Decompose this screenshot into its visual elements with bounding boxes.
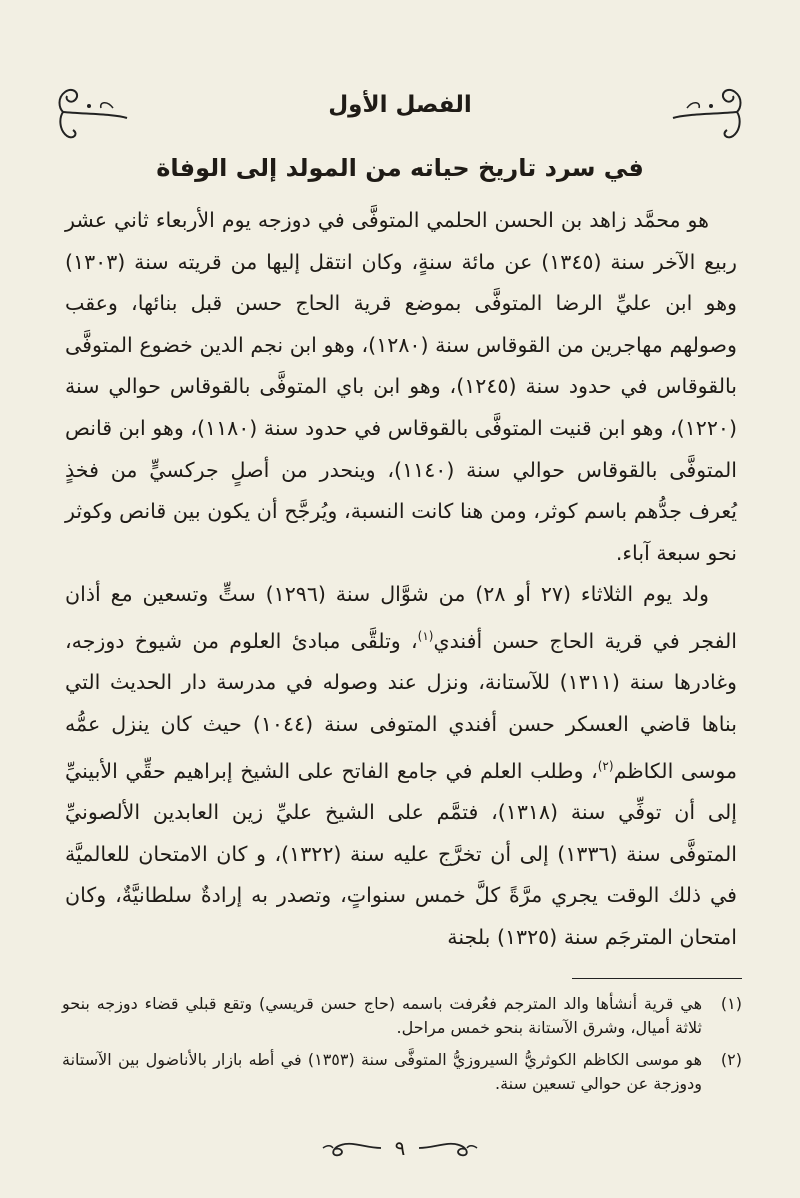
footnote-divider: [572, 978, 742, 979]
paragraph-text: ، وطلب العلم في جامع الفاتح على الشيخ إبراهيم حقِّي الأبينيِّ إلى أن توفِّي سنة (١٣١٨)، فتمَّم على الشيخ عليِّ زين العابدين الألصونيِّ المتوفَّى سنة (١٣٣٦) إلى أن تخرَّج عليه سنة (١٣٢٢)، و كان الامتحان للعالميَّة في ذلك الوقت يجري مرَّةً كلَّ خمس سنواتٍ، وتصدر به إرادةٌ سلطانيَّةٌ، وكان امتحان المترجَم سنة (١٣٢٥) بلجنة: [65, 758, 738, 949]
main-text: [65, 200, 737, 958]
footnote-text: هي قرية أنشأها والد المترجم فعُرفت باسمه (حاج حسن قريسي) وتقع قبلي قضاء دوزجه بنحو ثلاثة أميال، وشرق الآستانة بنحو خمس مراحل.: [62, 994, 702, 1037]
paragraph: [65, 574, 737, 958]
footnote: [62, 992, 742, 1040]
footnote-reference[interactable]: (١): [417, 628, 434, 643]
footnote-number: (١): [720, 994, 742, 1013]
swirl-ornament-icon: [319, 1137, 383, 1159]
paragraph-text: ، وتلقَّى مبادئ العلوم من شيوخ دوزجه، وغادرها سنة (١٣١١) للآستانة، ونزل عند وصوله في مدرسة دار الحديث التي بناها قاضي العسكر حسن أفندي المتوفى سنة (١٠٤٤) حيث كان ينزل عمُّه موسى الكاظم: [65, 628, 738, 783]
page-number: ٩: [394, 1136, 406, 1160]
chapter-header: [55, 78, 745, 144]
paragraph: هو محمَّد زاهد بن الحسن الحلمي المتوفَّى في دوزجه يوم الأربعاء ثاني عشر ربيع الآخر سنة (١٣٤٥) عن مائة سنةٍ، وكان انتقل إليها من قريته سنة (١٣٠٣) وهو ابن عليِّ الرضا المتوفَّى بموضع قرية الحاج حسن قبل بنائها، وعقب وصولهم مهاجرين من القوقاس سنة (١٢٨٠)، وهو ابن نجم الدين خضوع المتوفَّى بالقوقاس في حدود سنة (١٢٤٥)، وهو ابن باي المتوفَّى بالقوقاس حوالي سنة (١٢٢٠)، وهو ابن قنيت المتوفَّى بالقوقاس في حدود سنة (١١٨٠)، وهو ابن قانص المتوفَّى بالقوقاس حوالي سنة (١١٤٠)، وينحدر من أصلٍ جركسيٍّ من فخذٍ يُعرف جدُّهم باسم كوثر، ومن هنا كانت النسبة، ويُرجَّح أن يكون بين قانص وكوثر نحو سبعة آباء.: [65, 208, 738, 565]
footnote-reference[interactable]: (٢): [597, 758, 614, 773]
footnotes: [62, 992, 742, 1104]
footnote: [62, 1048, 742, 1096]
scroll-ornament-icon: [55, 78, 135, 144]
page-footer: [300, 1132, 500, 1164]
section-title: في سرد تاريخ حياته من المولد إلى الوفاة: [156, 154, 644, 182]
paragraph-text: ولد يوم الثلاثاء (٢٧ أو ٢٨) من شوَّال سنة (١٢٩٦) ستٍّ وتسعين مع أذان الفجر في قرية الحاج حسن أفندي: [65, 582, 737, 653]
chapter-title: الفصل الأول: [328, 92, 472, 118]
footnote-number: (٢): [720, 1050, 742, 1069]
footnote-text: هو موسى الكاظم الكوثريُّ السيروزيُّ المتوفَّى سنة (١٣٥٣) في أطه بازار بالأناضول بين الآستانة ودوزجة عن حوالي تسعين سنة.: [62, 1050, 703, 1093]
swirl-ornament-icon: [417, 1137, 481, 1159]
